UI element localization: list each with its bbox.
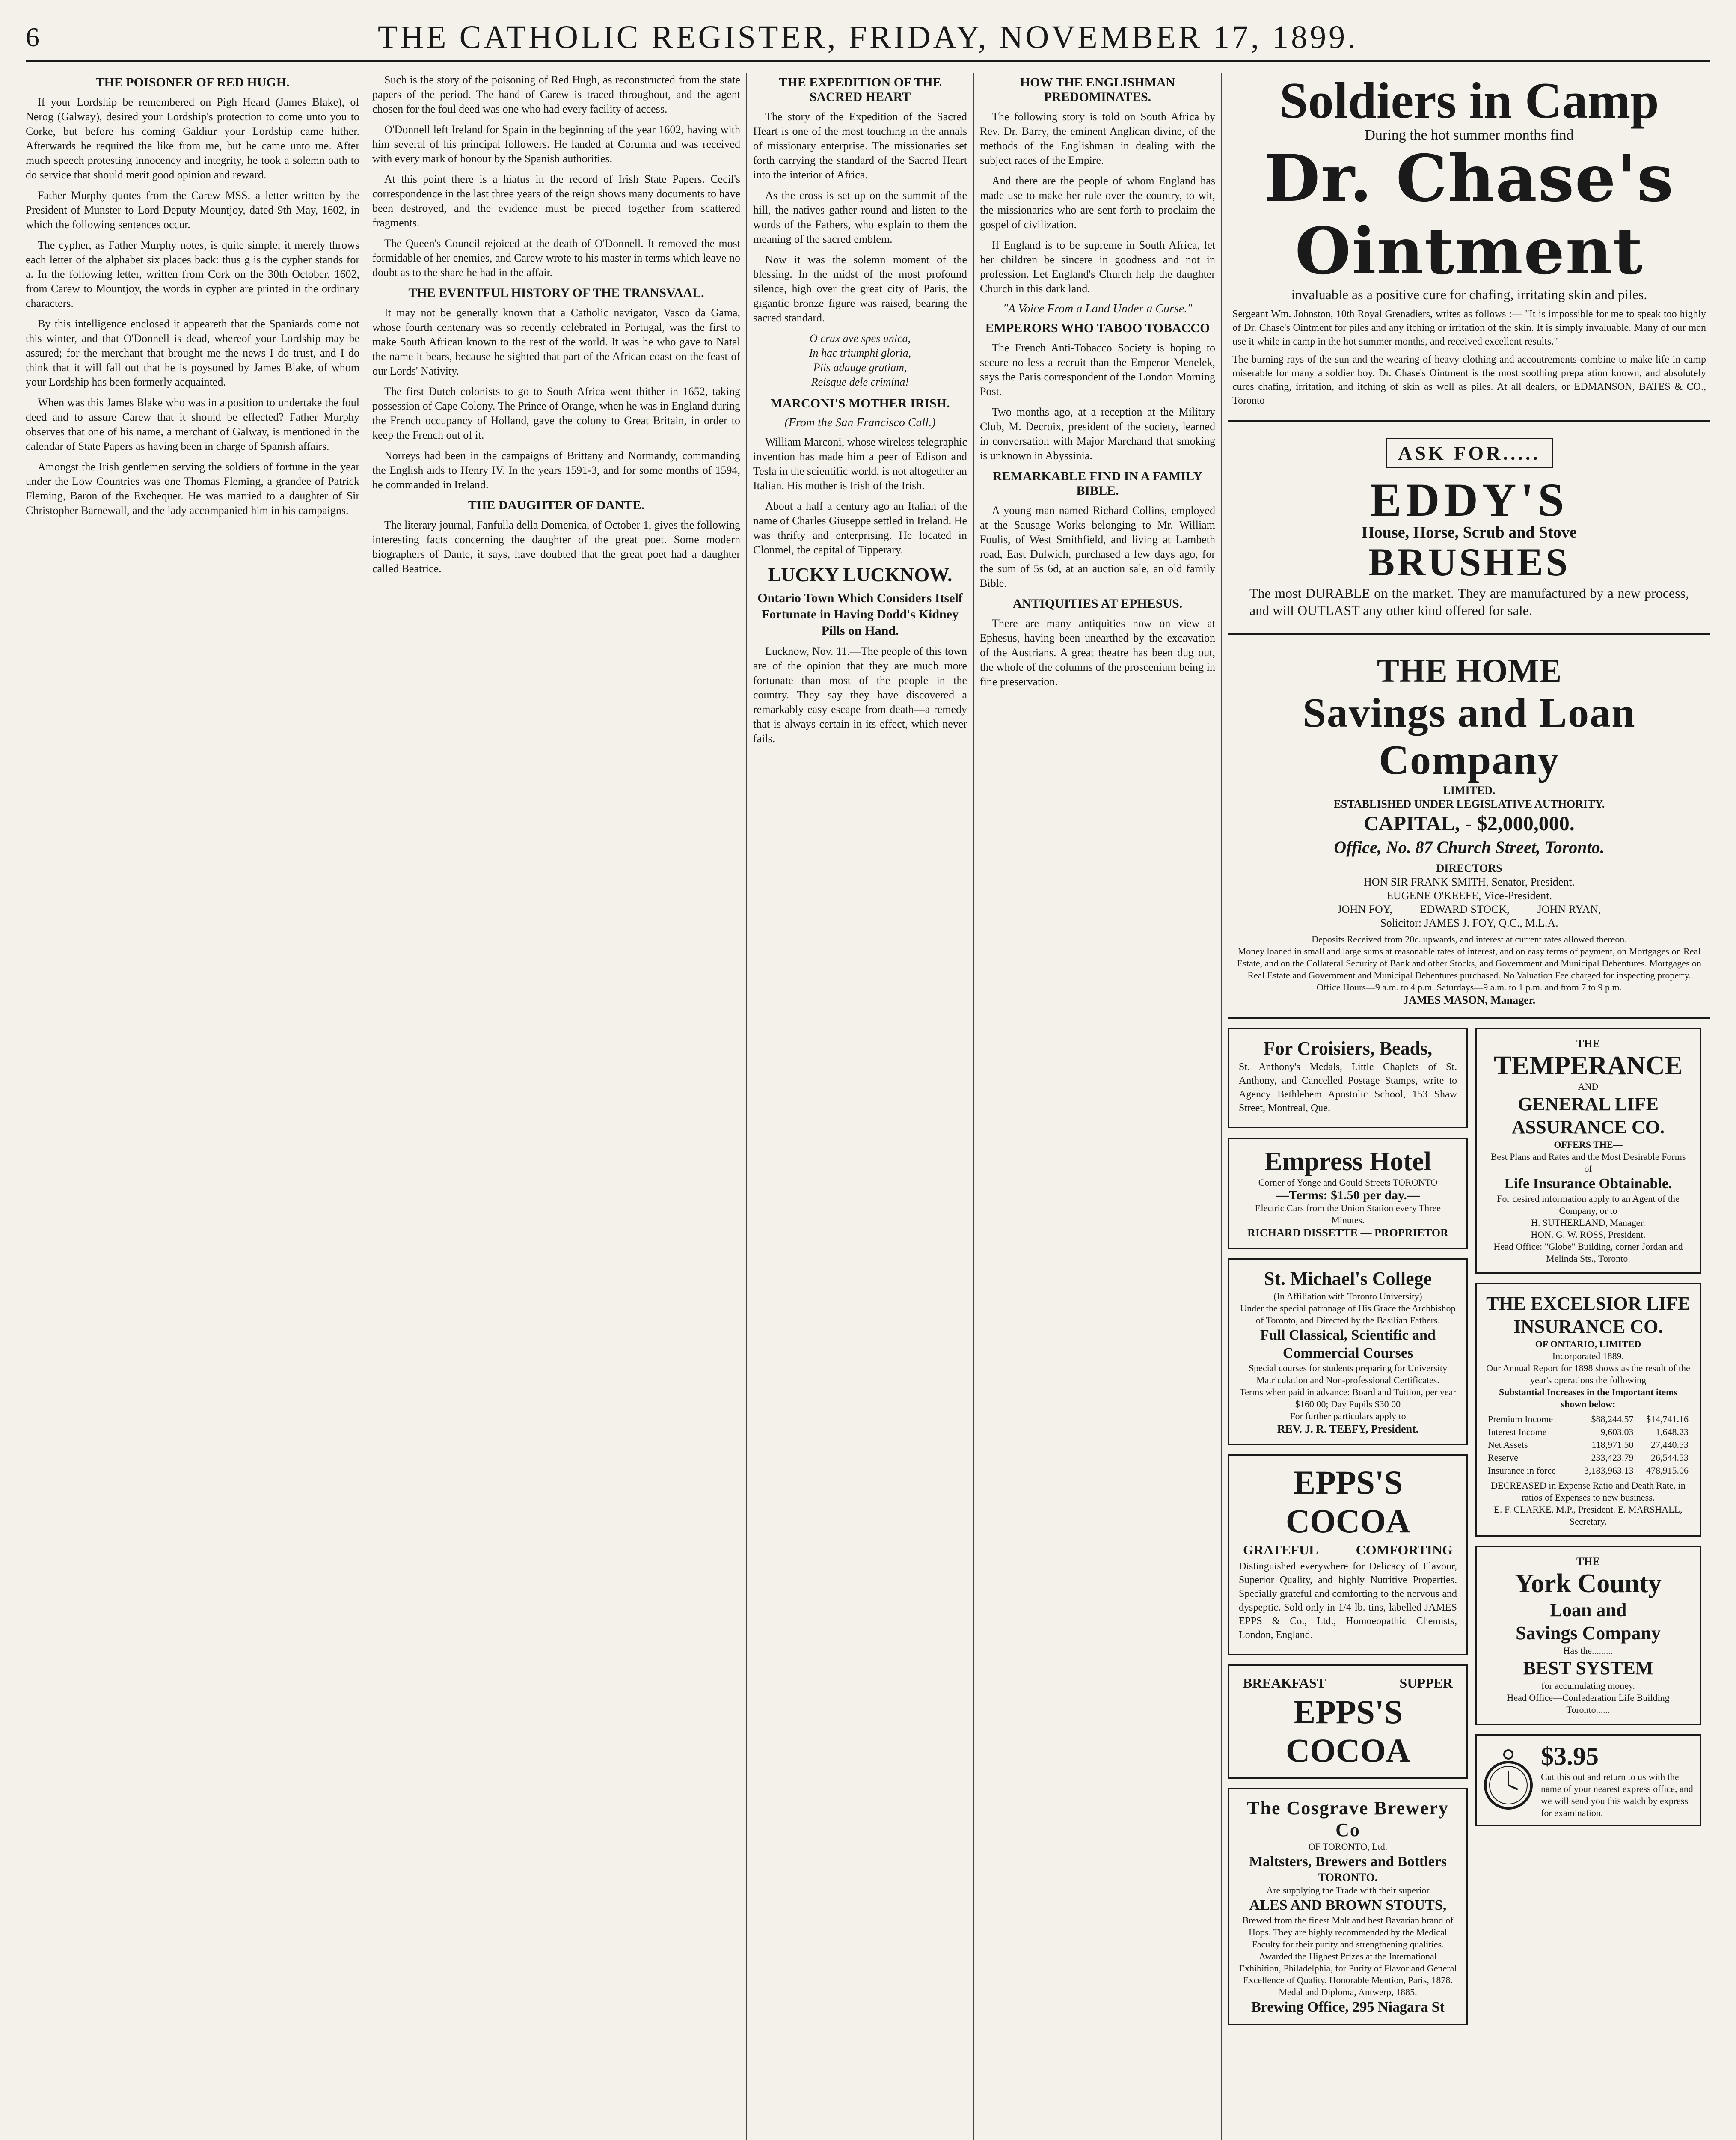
ad-text: Money loaned in small and large sums at reasonable rates of interest, and on easy terms of payment, on Mortgages on Real Estate, and on the Collateral Security of Bank and other Stocks, and Government and Municipal Debentures. Mortgages on Real Estate and Government and Municipal Debentures purchased. No Valuation Fee charged for inspecting property. [1237, 946, 1702, 981]
article-paragraph: And there are the people of whom England has made use to make her rule over the country, to wit, the missionaries who are sent forth to proclaim the gospel of civilization. [980, 175, 1215, 231]
article-paragraph: If England is to be supreme in South Africa, let her children be sincere in goodness and not in profession. Let England's Church help the daughter Church in this dark land. [980, 239, 1215, 295]
table-row [1486, 1426, 1690, 1439]
ad-headline: THE EXCELSIOR LIFE INSURANCE CO. [1486, 1293, 1690, 1337]
ad-headline: The Cosgrave Brewery Co [1247, 1798, 1449, 1840]
ad-subheadline: Life Insurance Obtainable. [1504, 1176, 1672, 1192]
table-cell: Reserve [1488, 1452, 1518, 1463]
ad-headline: Soldiers in Camp [1279, 73, 1659, 129]
ad-text: Deposits Received from 20c. upwards, and interest at current rates allowed thereon. [1312, 934, 1627, 945]
table-cell: 3,183,963.13 [1584, 1465, 1634, 1476]
ad-epps-cocoa-grateful [1228, 1454, 1468, 1655]
article-paragraph: About a half a century ago an Italian of the name of Charles Giuseppe settled in Ireland. He was thrifty and enterprising. He located in Clonmel, the capital of Tipperary. [753, 500, 967, 556]
ad-text: GRATEFUL [1243, 1542, 1318, 1557]
ad-figures-table [1486, 1413, 1690, 1477]
article-heading: REMARKABLE FIND IN A FAMILY BIBLE. [992, 469, 1203, 498]
article-source: (From the San Francisco Call.) [784, 416, 936, 429]
ad-home-savings-loan [1228, 644, 1710, 1019]
article-heading: THE EVENTFUL HISTORY OF THE TRANSVAAL. [408, 286, 704, 300]
ad-text: Solicitor: JAMES J. FOY, Q.C., M.L.A. [1380, 917, 1558, 929]
ad-text: DECREASED in Expense Ratio and Death Rate, in ratios of Expenses to new business. [1491, 1480, 1686, 1503]
article-paragraph: When was this James Blake who was in a position to undertake the foul deed and to assure Carew that it should be effected? Father Murphy observes that one of his name, a merchant of Galway, is mentioned in the calendar of State Papers as having been in charge of Spanish affairs. [26, 396, 359, 452]
ad-body: Distinguished everywhere for Delicacy of Flavour, Superior Quality, and highly Nutritive Properties. Specially grateful and comforting to the nervous and dyspeptic. Sold only in 1/4-lb. tins, labelled JAMES EPPS & Co., Ltd., Homoeopathic Chemists, London, England. [1239, 1561, 1457, 1641]
table-cell: $88,244.57 [1591, 1414, 1634, 1424]
ad-text: OF TORONTO, Ltd. [1308, 1841, 1388, 1852]
table-cell: $14,741.16 [1646, 1414, 1689, 1424]
ad-headline: St. Michael's College [1264, 1268, 1432, 1289]
ad-text: Awarded the Highest Prizes at the International Exhibition, Philadelphia, for Purity of Flavor and General Excellence of Quality. Honorable Mention, Paris, 1878. Medal and Diploma, Antwerp, 1885. [1239, 1951, 1457, 1997]
ad-text: OF ONTARIO, LIMITED [1535, 1339, 1641, 1349]
table-cell: Premium Income [1488, 1414, 1553, 1424]
table-cell: 1,648.23 [1656, 1427, 1689, 1437]
ad-text: Terms when paid in advance: Board and Tuition, per year $160 00; Day Pupils $30 00 [1240, 1387, 1456, 1409]
ad-headline: THE HOME [1377, 652, 1562, 689]
ad-product-name: BRUSHES [1368, 540, 1570, 584]
table-row [1486, 1464, 1690, 1477]
ad-ask-for-label: ASK FOR..... [1386, 438, 1553, 468]
column-rule [746, 73, 747, 2140]
ad-st-michaels-college [1228, 1258, 1468, 1445]
ad-subline [1243, 1542, 1453, 1558]
ad-body: The burning rays of the sun and the wearing of heavy clothing and accoutrements combine to make life in camp miserable for many a soldier boy. Dr. Chase's Ointment is the most soothing preparation known, and absolutely cures chafing, irritation, and itching of skin as well as piles. At all dealers, or EDMANSON, BATES & CO., Toronto [1232, 354, 1706, 406]
ad-headline: Empress Hotel [1264, 1147, 1431, 1176]
table-cell: 26,544.53 [1651, 1452, 1689, 1463]
ad-text: During the hot summer months find [1365, 127, 1574, 143]
ad-company-name: Savings and Loan Company [1303, 690, 1636, 783]
ad-text: Substantial Increases in the Important items shown below: [1499, 1387, 1677, 1409]
ad-text: HON. G. W. ROSS, President. [1531, 1229, 1646, 1240]
ad-eddys-brushes [1228, 431, 1710, 635]
ad-headline: EPPS'S COCOA [1285, 1464, 1410, 1540]
ad-headline: Loan and [1549, 1599, 1627, 1620]
ad-text: THE [1576, 1037, 1600, 1050]
ad-text: invaluable as a positive cure for chafing, irritating skin and piles. [1291, 287, 1647, 302]
quote-line: "A Voice From a Land Under a Curse." [1003, 302, 1192, 315]
ad-temperance-general-life [1475, 1028, 1701, 1274]
article-paragraph: Two months ago, at a reception at the Military Club, M. Decroix, president of the society, learned in conversation with Major Marchand that smoking is unknown in Abyssinia. [980, 406, 1215, 462]
ad-grid [1228, 1028, 1710, 2035]
article-heading-lucky-lucknow: LUCKY LUCKNOW. [768, 564, 953, 586]
ad-text: REV. J. R. TEEFY, President. [1277, 1423, 1419, 1435]
hymn-line: O crux ave spes unica, [809, 332, 911, 345]
ad-price: $3.95 [1541, 1742, 1599, 1770]
article-paragraph: The Queen's Council rejoiced at the death of O'Donnell. It removed the most formidable of her enemies, and Carew wrote to his master in terms which leave no doubt as to the share he had in the affair. [372, 237, 740, 279]
ad-text: (In Affiliation with Toronto University) [1273, 1291, 1422, 1302]
ad-text: Head Office: "Globe" Building, corner Jordan and Melinda Sts., Toronto. [1493, 1241, 1683, 1264]
ad-text: COMFORTING [1356, 1542, 1453, 1557]
ad-text: For desired information apply to an Agent of the Company, or to [1497, 1193, 1680, 1216]
article-paragraph: William Marconi, whose wireless telegraphic invention has made him a peer of Edison and Tesla in the scientific world, is not altogether an Italian. His mother is Irish of the Irish. [753, 436, 967, 492]
ad-text: Head Office—Confederation Life Building Toronto...... [1507, 1692, 1670, 1715]
ad-excelsior-life [1475, 1283, 1701, 1537]
ad-address: Brewing Office, 295 Niagara St [1251, 1999, 1445, 2015]
ad-text: For further particulars apply to [1290, 1411, 1406, 1421]
ad-capital: CAPITAL, - $2,000,000. [1364, 812, 1575, 835]
hymn-line: Reisque dele crimina! [811, 376, 909, 388]
ad-subheadline: BEST SYSTEM [1523, 1658, 1653, 1679]
ad-headline: TEMPERANCE [1494, 1051, 1683, 1080]
ad-text: for accumulating money. [1541, 1680, 1635, 1691]
ad-text: H. SUTHERLAND, Manager. [1531, 1217, 1646, 1228]
ad-headline: Savings Company [1516, 1623, 1661, 1644]
article-heading: MARCONI'S MOTHER IRISH. [770, 396, 950, 410]
page-number: 6 [26, 22, 39, 52]
ad-text: E. F. CLARKE, M.P., President. E. MARSHALL, Secretary. [1494, 1504, 1683, 1527]
article-paragraph: The literary journal, Fanfulla della Domenica, of October 1, gives the following interesting facts concerning the daughter of the great poet. Some modern biographers of Dante, it says, have doubted that the great poet had a daughter called Beatrice. [372, 519, 740, 575]
ad-text: Brewed from the finest Malt and best Bavarian brand of Hops. They are highly recommended by the Medical Faculty for their purity and strengthening qualities. [1242, 1915, 1454, 1950]
ad-grid-right [1475, 1028, 1701, 2035]
ad-text: Has the......... [1563, 1645, 1613, 1656]
table-row [1486, 1439, 1690, 1451]
article-paragraph: As the cross is set up on the summit of the hill, the natives gather round and listen to the words of the Fathers, who explain to them the meaning of the sacred emblem. [753, 189, 967, 245]
article-paragraph: The cypher, as Father Murphy notes, is quite simple; it merely throws each letter of the alphabet six places back: thus g is the cypher stands for a. In the following letter, written from Cork on the 30th October, 1602, from Carew to Mountjoy, the words in cypher are printed in the ordinary characters. [26, 239, 359, 309]
ad-text: SUPPER [1399, 1675, 1453, 1691]
ad-text: DIRECTORS [1436, 862, 1502, 874]
column-rule [1221, 73, 1222, 2140]
table-cell: Interest Income [1488, 1427, 1547, 1437]
ad-text: AND [1578, 1081, 1599, 1092]
masthead [26, 13, 1710, 62]
ad-headline: EPPS'S COCOA [1285, 1693, 1410, 1769]
ad-headline: York County [1515, 1569, 1662, 1598]
ad-watch-offer [1475, 1734, 1701, 1826]
article-paragraph: Norreys had been in the campaigns of Brittany and Normandy, commanding the English aids to Henry IV. In the years 1591-3, and for some months of 1594, he commanded in Ireland. [372, 449, 740, 491]
ad-text: HON SIR FRANK SMITH, Senator, President. [1364, 876, 1575, 888]
article-heading: THE EXPEDITION OF THE SACRED HEART [779, 75, 941, 104]
table-cell: 27,440.53 [1651, 1439, 1689, 1450]
column-1 [26, 73, 359, 2140]
table-cell: 9,603.03 [1600, 1427, 1634, 1437]
ad-text: JAMES MASON, Manager. [1403, 994, 1536, 1006]
article-paragraph: O'Donnell left Ireland for Spain in the beginning of the year 1602, having with him several of his principal followers. He landed at Corunna and was received with every mark of honour by the Spanish authorities. [372, 123, 740, 165]
ad-text: EUGENE O'KEEFE, Vice-President. [1386, 889, 1552, 902]
ad-headline: ASSURANCE CO. [1512, 1117, 1665, 1138]
ad-text: Electric Cars from the Union Station every Three Minutes. [1255, 1203, 1441, 1225]
ad-text: Corner of Yonge and Gould Streets TORONTO [1258, 1177, 1438, 1188]
column-4 [980, 73, 1215, 2140]
table-cell: Insurance in force [1488, 1465, 1556, 1476]
article-paragraph: The following story is told on South Africa by Rev. Dr. Barry, the eminent Anglican divine, of the methods of the Englishman in dealing with the subject races of the Empire. [980, 110, 1215, 166]
ad-text: Are supplying the Trade with their superior [1266, 1885, 1430, 1896]
ad-subline [1243, 1675, 1453, 1691]
article-heading: HOW THE ENGLISHMAN PREDOMINATES. [1020, 75, 1175, 104]
ad-york-county-loan [1475, 1546, 1701, 1725]
ad-text: —Terms: $1.50 per day.— [1276, 1188, 1420, 1202]
ad-text: ESTABLISHED UNDER LEGISLATIVE AUTHORITY. [1333, 798, 1605, 810]
ad-body: The most DURABLE on the market. They are manufactured by a new process, and will OUTLAST any other kind offered for sale. [1249, 586, 1689, 618]
ad-text: Cut this out and return to us with the name of your nearest express office, and we will send you this watch by express for examination. [1541, 1771, 1693, 1818]
hymn-line: Piis adauge gratiam, [813, 361, 907, 374]
article-paragraph: A young man named Richard Collins, employed at the Sausage Works belonging to Mr. William Foulis, of West Smithfield, and living at Lambeth road, East Dulwich, purchased a few days ago, for the sum of 5s 6d, at an auction sale, an old family Bible. [980, 504, 1215, 589]
table-row [1486, 1451, 1690, 1464]
ad-text: Under the special patronage of His Grace the Archbishop of Toronto, and Directed by the Basilian Fathers. [1240, 1303, 1456, 1326]
ad-text: TORONTO. [1318, 1871, 1378, 1884]
ad-text: Special courses for students preparing for University Matriculation and Non-professional Certificates. [1248, 1363, 1448, 1385]
article-heading: ANTIQUITIES AT EPHESUS. [1012, 597, 1183, 611]
ad-text: RICHARD DISSETTE — PROPRIETOR [1247, 1227, 1448, 1239]
advertisement-column [1228, 73, 1710, 2140]
ad-text: JOHN FOY, EDWARD STOCK, JOHN RYAN, [1337, 903, 1601, 915]
article-subheading: Ontario Town Which Considers Itself Fortunate in Having Dodd's Kidney Pills on Hand. [757, 591, 963, 638]
article-paragraph: It may not be generally known that a Catholic navigator, Vasco da Gama, whose fourth centenary was so recently celebrated in Portugal, was the first to make South African known to the rest of the world. It was he who gave to Natal the name it bears, because he sighted that part of the African coast on the feast of our Lords' Nativity. [372, 306, 740, 377]
article-paragraph: The story of the Expedition of the Sacred Heart is one of the most touching in the annals of missionary enterprise. The missionaries set forth carrying the standard of the Sacred Heart into the interior of Africa. [753, 110, 967, 181]
hymn-verse [753, 331, 967, 389]
ad-text: OFFERS THE— [1554, 1139, 1623, 1150]
ad-croisiers [1228, 1028, 1468, 1128]
ad-headline: GENERAL LIFE [1518, 1094, 1659, 1115]
ad-headline: For Croisiers, Beads, [1263, 1038, 1433, 1059]
newspaper-title: THE CATHOLIC REGISTER, FRIDAY, NOVEMBER 17, 1899. [377, 19, 1359, 55]
ad-address: Office, No. 87 Church Street, Toronto. [1334, 838, 1605, 857]
column-3 [753, 73, 967, 2140]
table-cell: Net Assets [1488, 1439, 1528, 1450]
column-2 [372, 73, 740, 2140]
ad-cosgrave-brewery [1228, 1788, 1468, 2025]
ad-product-name: Dr. Chase's Ointment [1264, 141, 1674, 289]
article-paragraph: If your Lordship be remembered on Pigh Heard (James Blake), of Nerog (Galway), desired your Lordship's protection to come unto you to Corke, but before his coming Galdiur your Lordship came hither. Afterwards he required the like from me, but he came unto me. After much speech protesting innocency and integrity, he took a solemn oath to do service that should merit good opinion and reward. [26, 96, 359, 181]
table-cell: 478,915.06 [1646, 1465, 1689, 1476]
ad-text: Incorporated 1889. [1552, 1351, 1624, 1361]
ad-epps-cocoa-breakfast [1228, 1664, 1468, 1779]
table-cell: 233,423.79 [1591, 1452, 1634, 1463]
pocket-watch-icon [1483, 1748, 1534, 1813]
ad-empress-hotel [1228, 1138, 1468, 1249]
article-paragraph: At this point there is a hiatus in the record of Irish State Papers. Cecil's correspondence in the last three years of the reign shows many documents to have been destroyed, and the evidence must be pieced together from scattered fragments. [372, 173, 740, 229]
ad-text: LIMITED. [1443, 784, 1496, 797]
article-heading: THE DAUGHTER OF DANTE. [468, 498, 645, 512]
table-cell: 118,971.50 [1591, 1439, 1634, 1450]
article-paragraph: There are many antiquities now on view at Ephesus, having been unearthed by the excavation of the Austrians. A great theatre has been dug out, the whole of the columns of the proscenium being in fine preservation. [980, 617, 1215, 688]
article-paragraph: Amongst the Irish gentlemen serving the soldiers of fortune in the year under the Low Countries was one Thomas Fleming, a grandee of Patrick Fleming, Baron of the Exchequer. He was married to a daughter of Sir Christopher Barnewall, and the lady accompanied him in his campaigns. [26, 461, 359, 517]
ad-text: THE [1576, 1555, 1600, 1568]
article-paragraph: The French Anti-Tobacco Society is hoping to secure no less a recruit than the Emperor Menelek, says the Paris correspondent of the London Morning Post. [980, 342, 1215, 398]
ad-brand-name: EDDY'S [1370, 474, 1569, 526]
ad-body: St. Anthony's Medals, Little Chaplets of St. Anthony, and Cancelled Postage Stamps, write to Agency Bethlehem Apostolic School, 153 Shaw Street, Montreal, Que. [1239, 1061, 1457, 1114]
article-heading: EMPERORS WHO TABOO TOBACCO [985, 321, 1210, 335]
ad-grid-left [1228, 1028, 1468, 2035]
article-paragraph: By this intelligence enclosed it appeareth that the Spaniards come not this winter, and that O'Donnell is dead, whereof your Lordship may be assured; for the merchant that brought me the news I do trust, and I do think that it will fall out that he is poysoned by James Blake, of whom your Lordship has been formerly acquainted. [26, 318, 359, 388]
ad-subheadline: Maltsters, Brewers and Bottlers [1249, 1854, 1447, 1870]
article-paragraph: Such is the story of the poisoning of Red Hugh, as reconstructed from the state papers of the period. The hand of Carew is traced throughout, and the agent chosen for the foul deed was one who had every facility of access. [372, 74, 740, 115]
article-paragraph: Now it was the solemn moment of the blessing. In the midst of the most profound silence, high over the great city of Paris, the gigantic bronze figure was raised, bearing the sacred standard. [753, 253, 967, 324]
ad-text: Our Annual Report for 1898 shows as the result of the year's operations the following [1486, 1363, 1690, 1385]
ad-text: Best Plans and Rates and the Most Desirable Forms of [1490, 1151, 1686, 1174]
table-row [1486, 1413, 1690, 1426]
ad-subheadline: Full Classical, Scientific and Commercial Courses [1260, 1327, 1436, 1361]
article-heading: THE POISONER OF RED HUGH. [95, 75, 290, 89]
ad-text: BREAKFAST [1243, 1675, 1326, 1691]
ad-subheadline: ALES AND BROWN STOUTS, [1249, 1897, 1447, 1913]
ad-tagline: House, Horse, Scrub and Stove [1362, 523, 1577, 541]
hymn-line: In hac triumphi gloria, [809, 347, 911, 359]
article-paragraph: The first Dutch colonists to go to South Africa went thither in 1652, taking possession of Cape Colony. The Prince of Orange, when he was in England during the French occupancy of Holland, gave the colony to Great Britain, in order to keep the French out of it. [372, 385, 740, 441]
ad-text: Office Hours—9 a.m. to 4 p.m. Saturdays—9 a.m. to 1 p.m. and from 7 to 9 p.m. [1316, 982, 1622, 993]
article-paragraph: Lucknow, Nov. 11.—The people of this town are of the opinion that they are much more fortunate than most of the people in the country. They say they have discovered a remarkably easy escape from death—a remedy that is always certain in its effect, which never fails. [753, 645, 967, 745]
article-paragraph: Father Murphy quotes from the Carew MSS. a letter written by the President of Munster to Lord Deputy Mountjoy, dated 9th May, 1602, in which the following sentences occur. [26, 189, 359, 231]
ad-testimonial: Sergeant Wm. Johnston, 10th Royal Grenadiers, writes as follows :— "It is impossible for me to speak too highly of Dr. Chase's Ointment for piles and any itching or irritation of the skin. It is simply invaluable. Many of our men use it while in camp in the hot summer months, and received excellent results." [1232, 309, 1706, 347]
ad-dr-chase-ointment [1228, 73, 1710, 422]
column-rule [973, 73, 974, 2140]
